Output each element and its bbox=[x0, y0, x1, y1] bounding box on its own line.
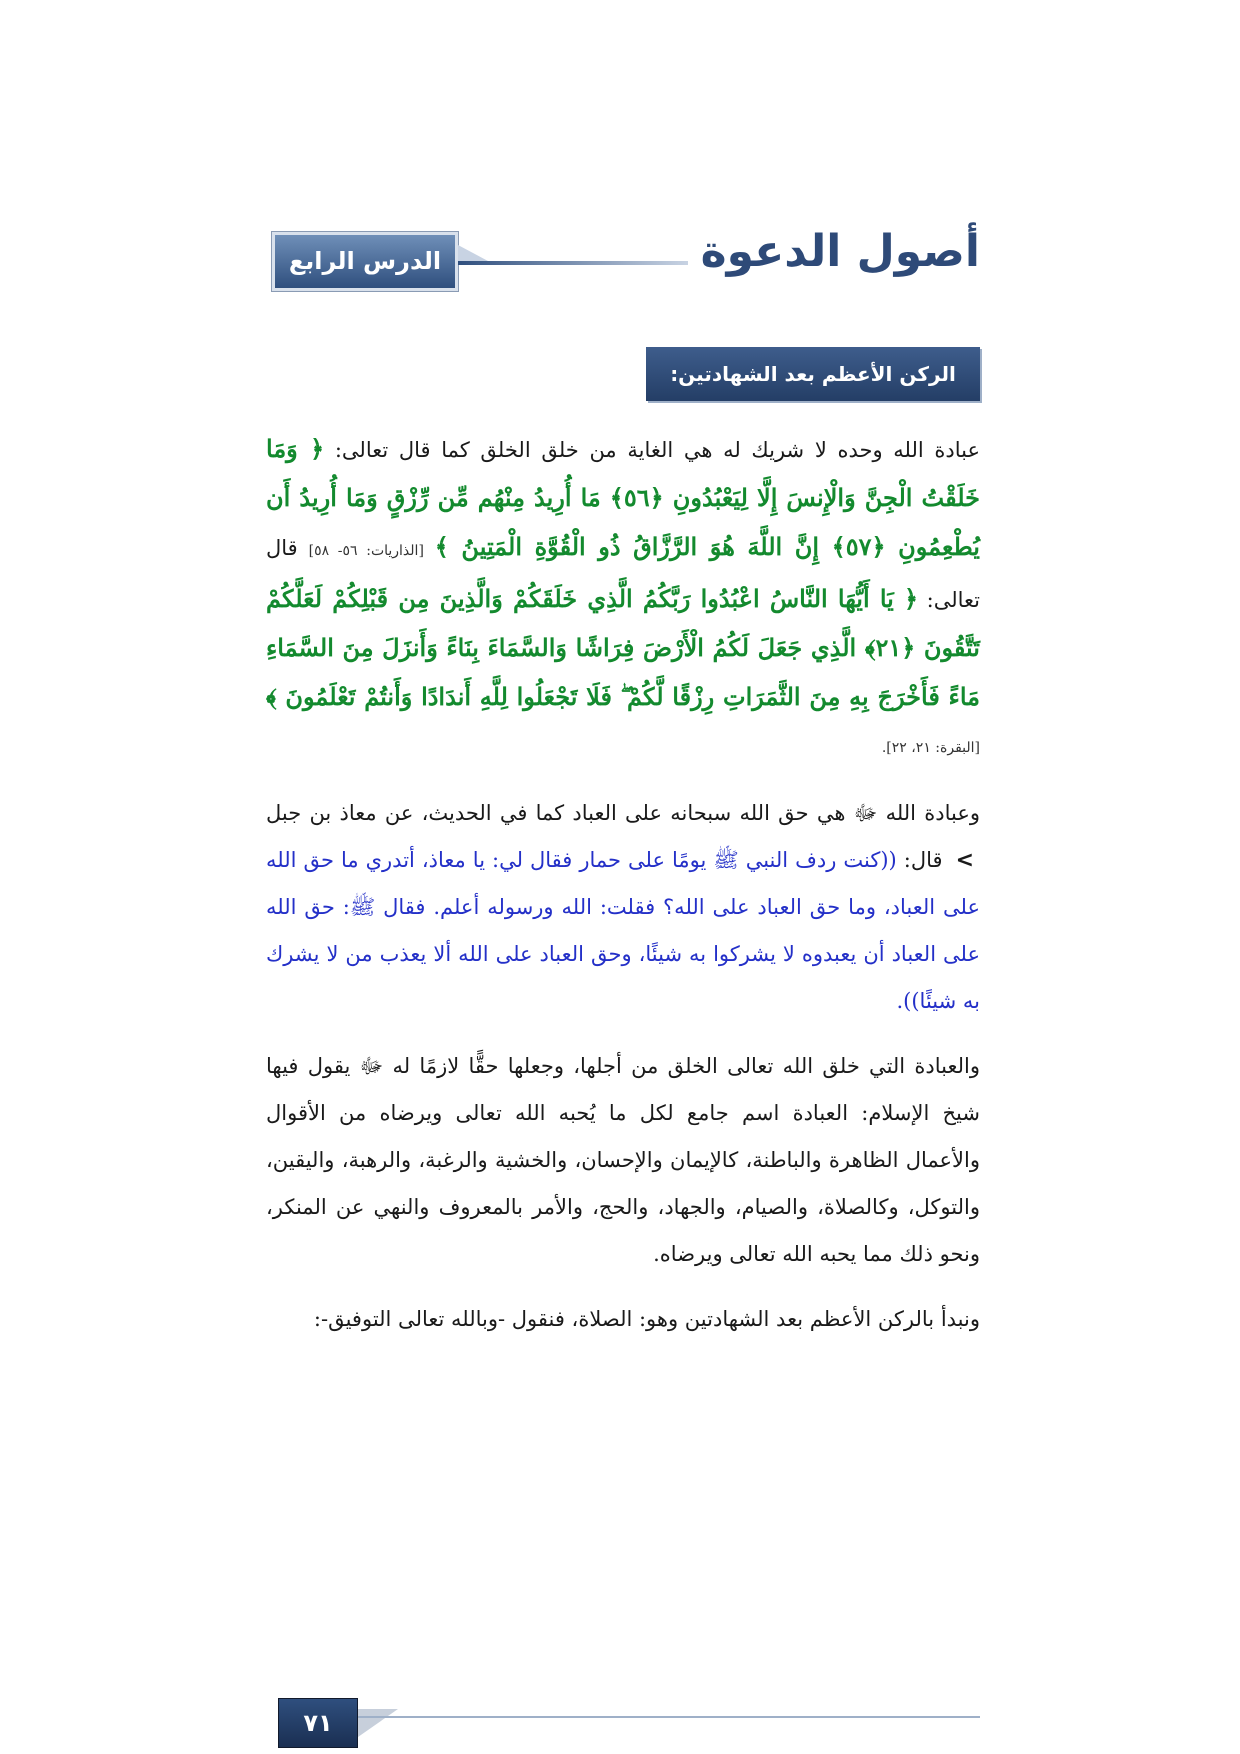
hadith-text: ((كنت ردف النبي ﷺ يومًا على حمار فقال لي: يا معاذ، أتدري ما حق الله على العباد، وما حق العباد على الله؟ فقلت: الله ورسوله أعلم. فقال ﷺ: حق الله على العباد أن يعبدوه لا يشركوا به شيئًا، وحق العباد على الله ألا يعذب من لا يشرك به شيئًا)). bbox=[266, 848, 980, 1013]
book-title: أصول الدعوة bbox=[700, 226, 980, 277]
page-footer bbox=[278, 1698, 980, 1748]
verse-reference: [الذاريات: ٥٦- ٥٨] bbox=[308, 543, 424, 559]
quran-verse: ﴿ وَمَا خَلَقْتُ الْجِنَّ وَالْإِنسَ إِلَّا لِيَعْبُدُونِ ﴿٥٦﴾ مَا أُرِيدُ مِنْهُم مِّن رِّزْقٍ وَمَا أُرِيدُ أَن يُطْعِمُونِ ﴿٥٧﴾ إِنَّ اللَّهَ هُوَ الرَّزَّاقُ ذُو الْقُوَّةِ الْمَتِينُ ﴾ bbox=[266, 434, 980, 561]
paragraph-hadith bbox=[266, 790, 980, 1025]
paragraph-intro: عبادة الله وحده لا شريك له هي الغاية من خلق الخلق كما قال تعالى: bbox=[334, 438, 980, 462]
paragraph-text: قال تعالى: bbox=[266, 536, 980, 612]
paragraph-text: قال: bbox=[903, 848, 943, 872]
page-header bbox=[272, 226, 980, 292]
quran-verse: ﴿ يَا أَيُّهَا النَّاسُ اعْبُدُوا رَبَّكُمُ الَّذِي خَلَقَكُمْ وَالَّذِينَ مِن قَبْلِكُمْ لَعَلَّكُمْ تَتَّقُونَ ﴿٢١﴾ الَّذِي جَعَلَ لَكُمُ الْأَرْضَ فِرَاشًا وَالسَّمَاءَ بِنَاءً وَأَنزَلَ مِنَ السَّمَاءِ مَاءً فَأَخْرَجَ بِهِ مِنَ الثَّمَرَاتِ رِزْقًا لَّكُمْ ۖ فَلَا تَجْعَلُوا لِلَّهِ أَندَادًا وَأَنتُمْ تَعْلَمُونَ ﴾ bbox=[266, 584, 980, 711]
paragraph-intro: وعبادة الله ﷻ هي حق الله سبحانه على العباد كما في الحديث، عن معاذ بن جبل bbox=[266, 801, 980, 825]
page-content bbox=[266, 425, 980, 1361]
paragraph-transition: ونبدأ بالركن الأعظم بعد الشهادتين وهو: الصلاة، فنقول -وبالله تعالى التوفيق-: bbox=[313, 1307, 980, 1331]
lesson-badge: الدرس الرابع bbox=[272, 232, 458, 291]
verse-reference: [البقرة: ٢١، ٢٢]. bbox=[881, 740, 980, 756]
footer-divider bbox=[358, 1716, 980, 1718]
page-number: ٧١ bbox=[278, 1698, 358, 1748]
section-heading: الركن الأعظم بعد الشهادتين: الصلاة bbox=[646, 347, 980, 401]
companion-symbol: > bbox=[955, 848, 974, 873]
paragraph-definition-of-worship: والعبادة التي خلق الله تعالى الخلق من أجلها، وجعلها حقًّا لازمًا له ﷻ يقول فيها شيخ الإسلام: العبادة اسم جامع لكل ما يُحبه الله تعالى ويرضاه من الأقوال والأعمال الظاهرة والباطنة، كالإيمان والإحسان، والخشية والرغبة، والرهبة، واليقين، والتوكل، وكالصلاة، والصيام، والجهاد، والحج، والأمر بالمعروف والنهي عن المنكر، ونحو ذلك مما يحبه الله تعالى ويرضاه. bbox=[266, 1054, 980, 1266]
paragraph-purpose-of-worship bbox=[266, 425, 980, 772]
header-divider bbox=[458, 261, 688, 265]
